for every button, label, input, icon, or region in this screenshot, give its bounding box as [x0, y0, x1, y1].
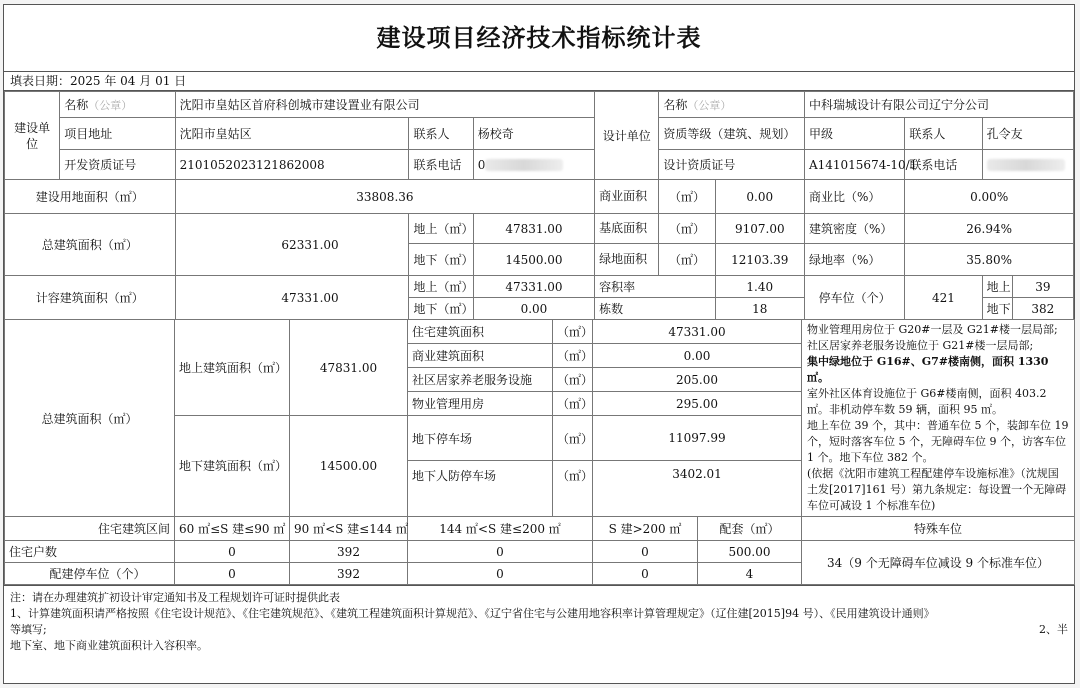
note-line: 地上车位 39 个，其中：普通车位 5 个，装卸车位 19 个，短时落客车位 5 个，无障碍车位 9 个，访客车位 1 个。地下车位 382 个。	[807, 419, 1069, 464]
statistics-sheet	[3, 4, 1075, 684]
footnote-line: 注：请在办理建筑扩初设计审定通知书及工程规划许可证时提供此表	[10, 591, 340, 604]
fill-date: 填表日期：2025 年 04 月 01 日	[4, 72, 1074, 91]
parking-above-label: 地上	[982, 276, 1012, 298]
builder-name-label: 名称（公章）	[60, 92, 175, 118]
builder-address-label: 项目地址	[60, 118, 175, 150]
green-ratio-label: 绿地率（%）	[804, 244, 904, 276]
range-header: 144 ㎡<S 建≤200 ㎡	[408, 517, 593, 541]
above-item-value: 295.00	[593, 392, 802, 416]
builder-phone-label: 联系电话	[409, 150, 473, 180]
parking-count-label: 配建停车位（个）	[5, 563, 175, 585]
designer-cert: A141015674-10/1	[804, 150, 904, 180]
below-item-unit: （㎡）	[553, 416, 593, 461]
below-item-unit: （㎡）	[553, 461, 593, 517]
far-below-label: 地下（㎡）	[409, 298, 473, 320]
above-item-value: 47331.00	[593, 320, 802, 344]
commercial-area-label: 商业面积	[595, 180, 659, 214]
parking-label: 停车位（个）	[804, 276, 904, 320]
commercial-ratio-value: 0.00%	[905, 180, 1074, 214]
total-area-label: 总建筑面积（㎡）	[5, 214, 176, 276]
designer-label: 设计单位	[595, 92, 659, 180]
above-item-name: 社区居家养老服务设施	[408, 368, 553, 392]
builder-contact-label: 联系人	[409, 118, 473, 150]
parking-above-value: 39	[1012, 276, 1073, 298]
above-item-name: 商业建筑面积	[408, 344, 553, 368]
builder-cert: 2101052023121862008	[175, 150, 409, 180]
special-header: 特殊车位	[802, 517, 1075, 541]
count-value: 0	[408, 541, 593, 563]
support-parking-value: 4	[698, 563, 802, 585]
total-above-label: 地上（㎡）	[409, 214, 473, 244]
note-line: 社区居家养老服务设施位于 G21#楼一层局部;	[807, 339, 1034, 352]
interval-label: 住宅建筑区间	[5, 517, 175, 541]
far-value: 1.40	[715, 276, 804, 298]
above-item-unit: （㎡）	[553, 344, 593, 368]
unit: （㎡）	[659, 180, 715, 214]
footnote-line: 1、计算建筑面积请严格按照《住宅设计规范》、《住宅建筑规范》、《建筑工程建筑面积计算规范》、《辽宁省住宅与公建用地容积率计算管理规定》（辽住建[2015]94 号）、《民用建筑设计通则》	[10, 607, 935, 620]
count-value: 0	[175, 541, 290, 563]
note-line: 物业管理用房位于 G20#一层及 G21#楼一层局部;	[807, 323, 1058, 336]
buildings-label: 栋数	[595, 298, 715, 320]
parking-count-value: 0	[593, 563, 698, 585]
below-item-value: 11097.99	[593, 416, 802, 461]
commercial-ratio-label: 商业比（%）	[804, 180, 904, 214]
base-area-value: 9107.00	[715, 214, 804, 244]
base-area-label: 基底面积	[595, 214, 659, 244]
unit: （㎡）	[659, 214, 715, 244]
unit: （㎡）	[659, 244, 715, 276]
below-area-label: 地下建筑面积（㎡）	[175, 416, 290, 517]
green-area-label: 绿地面积	[595, 244, 659, 276]
footnote-line: 等填写; 2、半	[10, 623, 1068, 636]
above-area-label: 地上建筑面积（㎡）	[175, 320, 290, 416]
parking-count-value: 0	[408, 563, 593, 585]
builder-address: 沈阳市皇姑区	[175, 118, 409, 150]
far-area-value: 47331.00	[175, 276, 409, 320]
green-ratio-value: 35.80%	[905, 244, 1074, 276]
support-header: 配套（㎡）	[698, 517, 802, 541]
redacted-phone	[485, 159, 563, 171]
footnote-line: 地下室、地下商业建筑面积计入容积率。	[10, 639, 208, 652]
parking-total: 421	[905, 276, 982, 320]
below-item-name: 地下停车场	[408, 416, 553, 461]
land-area-label: 建设用地面积（㎡）	[5, 180, 176, 214]
above-item-name: 物业管理用房	[408, 392, 553, 416]
count-label: 住宅户数	[5, 541, 175, 563]
buildings-value: 18	[715, 298, 804, 320]
below-item-value: 3402.01	[593, 461, 802, 517]
count-value: 0	[593, 541, 698, 563]
note-line: 集中绿地位于 G16#、G7#楼南侧，面积 1330 ㎡。	[807, 355, 1049, 384]
far-above-label: 地上（㎡）	[409, 276, 473, 298]
above-item-unit: （㎡）	[553, 368, 593, 392]
commercial-area-value: 0.00	[715, 180, 804, 214]
breakdown-table	[4, 319, 1075, 517]
special-value: 34（9 个无障碍车位减设 9 个标准车位）	[802, 541, 1075, 585]
range-header: 90 ㎡<S 建≤144 ㎡	[290, 517, 408, 541]
above-item-name: 住宅建筑面积	[408, 320, 553, 344]
designer-cert-label: 设计资质证号	[659, 150, 805, 180]
designer-phone-label: 联系电话	[905, 150, 982, 180]
below-area-value: 14500.00	[290, 416, 408, 517]
footnote	[4, 585, 1074, 658]
density-value: 26.94%	[905, 214, 1074, 244]
parking-count-value: 0	[175, 563, 290, 585]
above-item-value: 0.00	[593, 344, 802, 368]
housing-table	[4, 516, 1075, 585]
designer-grade: 甲级	[804, 118, 904, 150]
total-area-value: 62331.00	[175, 214, 409, 276]
page-title: 建设项目经济技术指标统计表	[4, 5, 1074, 72]
breakdown-label: 总建筑面积（㎡）	[5, 320, 175, 517]
notes-cell	[802, 320, 1075, 517]
builder-phone: 0	[473, 150, 594, 180]
designer-contact-label: 联系人	[905, 118, 982, 150]
parking-below-label: 地下	[982, 298, 1012, 320]
range-header: 60 ㎡≤S 建≤90 ㎡	[175, 517, 290, 541]
far-label: 容积率	[595, 276, 715, 298]
above-item-unit: （㎡）	[553, 392, 593, 416]
count-value: 392	[290, 541, 408, 563]
indicator-table	[4, 91, 1074, 320]
note-line: 室外社区体育设施位于 G6#楼南侧，面积 403.2 ㎡。非机动停车数 59 辆，面积 95 ㎡。	[807, 387, 1047, 416]
far-below-value: 0.00	[473, 298, 594, 320]
designer-name: 中科瑞城设计有限公司辽宁分公司	[804, 92, 1073, 118]
parking-count-value: 392	[290, 563, 408, 585]
green-area-value: 12103.39	[715, 244, 804, 276]
designer-name-label: 名称（公章）	[659, 92, 805, 118]
range-header: S 建>200 ㎡	[593, 517, 698, 541]
builder-contact: 杨校奇	[473, 118, 594, 150]
total-below-label: 地下（㎡）	[409, 244, 473, 276]
redacted-phone	[987, 159, 1065, 171]
far-area-label: 计容建筑面积（㎡）	[5, 276, 176, 320]
total-above-value: 47831.00	[473, 214, 594, 244]
above-item-value: 205.00	[593, 368, 802, 392]
builder-cert-label: 开发资质证号	[60, 150, 175, 180]
support-value: 500.00	[698, 541, 802, 563]
total-below-value: 14500.00	[473, 244, 594, 276]
designer-phone	[982, 150, 1073, 180]
land-area-value: 33808.36	[175, 180, 595, 214]
above-area-value: 47831.00	[290, 320, 408, 416]
designer-contact: 孔令友	[982, 118, 1073, 150]
parking-below-value: 382	[1012, 298, 1073, 320]
builder-label: 建设单位	[5, 92, 60, 180]
density-label: 建筑密度（%）	[804, 214, 904, 244]
below-item-name: 地下人防停车场	[408, 461, 553, 517]
builder-name: 沈阳市皇姑区首府科创城市建设置业有限公司	[175, 92, 595, 118]
far-above-value: 47331.00	[473, 276, 594, 298]
designer-grade-label: 资质等级（建筑、规划）	[659, 118, 805, 150]
above-item-unit: （㎡）	[553, 320, 593, 344]
note-line: (依据《沈阳市建筑工程配建停车设施标准》（沈规国土发[2017]161 号）第九条规定：每设置一个无障碍车位可减设 1 个标准车位)	[807, 467, 1067, 512]
